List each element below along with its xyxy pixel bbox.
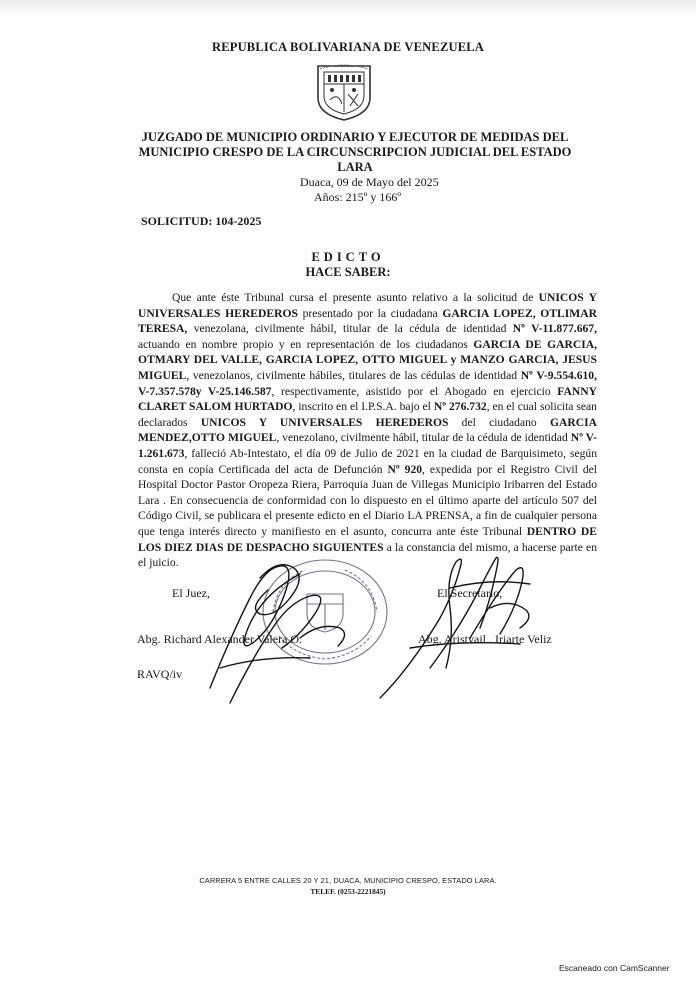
body-bold: UNICOS Y UNIVERSALES HEREDEROS: [138, 291, 597, 320]
body-text: Que ante éste Tribunal cursa el presente asunto relativo a la solicitud de: [172, 291, 539, 304]
court-name-line-1: JUZGADO DE MUNICIPIO ORDINARIO Y EJECUTOR DE MEDIDAS DEL: [141, 130, 569, 144]
body-text: , inscrito en el I.P.S.A. bajo el: [292, 400, 434, 414]
body-text: , falleció Ab-Intestato, el día 09 de Julio de 2021 en la ciudad de Barquisimeto, según consta en copía Certificada del acta de Defunción: [138, 446, 597, 476]
footer-address: CARRERA 5 ENTRE CALLES 20 Y 21, DUACA, MUNICIPIO CRESPO, ESTADO LARA.: [199, 876, 497, 885]
body-text: , en el cual solicita sean declarados: [138, 400, 597, 429]
edict-body-paragraph: [138, 290, 597, 571]
initials: RAVQ/iv: [137, 667, 183, 681]
judge-label: El Juez,: [172, 586, 210, 600]
hace-saber-heading: HACE SABER:: [305, 265, 391, 279]
body-text: , respectivamente, asistido por el Abogado en ejercicio: [271, 384, 558, 398]
body-bold: GARCIA DE GARCIA, OTMARY DEL VALLE, GARCIA LOPEZ, OTTO MIGUEL y MANZO GARCIA, JESUS MIGUEL: [138, 337, 598, 382]
body-bold: GARCIA MENDEZ,OTTO MIGUEL: [138, 415, 597, 445]
scan-edge-shadow: [0, 0, 696, 14]
body-bold: UNICOS Y UNIVERSALES HEREDEROS: [200, 415, 449, 429]
body-text: , venezolano, civilmente hábil, titular de la cédula de identidad: [276, 431, 571, 445]
body-text: venezolana, civilmente hábil, titular de la cédula de identidad: [187, 322, 513, 336]
camscanner-watermark: Escaneado con CamScanner: [559, 963, 670, 973]
body-bold: Nº 920: [387, 462, 423, 476]
body-bold: Nº V-11.877.667,: [512, 322, 597, 336]
place-date: Duaca, 09 de Mayo del 2025: [300, 175, 439, 189]
body-bold: DENTRO DE LOS DIEZ DIAS DE DESPACHO SIGUIENTES: [138, 524, 597, 554]
years-line: Años: 215º y 166º: [314, 190, 402, 204]
body-text: presentado por la ciudadana: [297, 306, 443, 320]
body-text: del ciudadano: [448, 415, 550, 429]
judge-signature-icon: [190, 538, 370, 708]
body-bold: Nº V-9.554.610, V-7.357.578y V-25.146.587: [138, 368, 597, 398]
body-text: , venezolanos, civilmente hábiles, titulares de las cédulas de identidad: [186, 368, 521, 382]
judge-name: Abg. Richard Alexander Valera O.: [137, 632, 303, 646]
body-text: , expedida por el Registro Civil del Hospital Doctor Pastor Oropeza Riera, Parroquia Juan de Villegas Municipio Iribarren del Estado Lara . En consecuencia de conformidad con lo dispuesto en el último aparte del artículo 507 del Código Civil, se publicara el presente edicto en el Diario LA PRENSA, a fin de cualquier persona que tenga interés directo y manifiesto en el asunto, concurra ante éste Tribunal: [138, 462, 597, 538]
footer-telephone: TELEF. (0253-2221845): [310, 887, 386, 896]
court-seal-icon: [308, 60, 380, 122]
secretary-name: Abg. Aristvail . Iriarte Veliz: [418, 632, 552, 646]
court-name: [120, 130, 590, 175]
secretary-signature-icon: [350, 548, 550, 708]
solicitud-number: SOLICITUD: 104-2025: [141, 214, 262, 228]
republic-header: REPUBLICA BOLIVARIANA DE VENEZUELA: [211, 40, 485, 54]
body-bold: Nº 276.732: [433, 400, 487, 414]
body-bold: Nº V-1.261.673: [138, 431, 598, 460]
edicto-title: EDICTO: [311, 250, 385, 264]
secretary-label: El Secretario,: [437, 586, 503, 600]
body-text: a la constancia del mismo, a hacerse parte en el juicio.: [138, 540, 597, 570]
body-bold: FANNY CLARET SALOM HURTADO: [138, 384, 598, 414]
body-text: actuando en nombre propio y en representación de los ciudadanos: [138, 337, 474, 351]
court-name-line-2: MUNICIPIO CRESPO DE LA CIRCUNSCRIPCION JUDICIAL DEL ESTADO LARA: [138, 145, 572, 174]
body-bold: GARCIA LOPEZ, OTLIMAR TERESA,: [138, 306, 597, 336]
